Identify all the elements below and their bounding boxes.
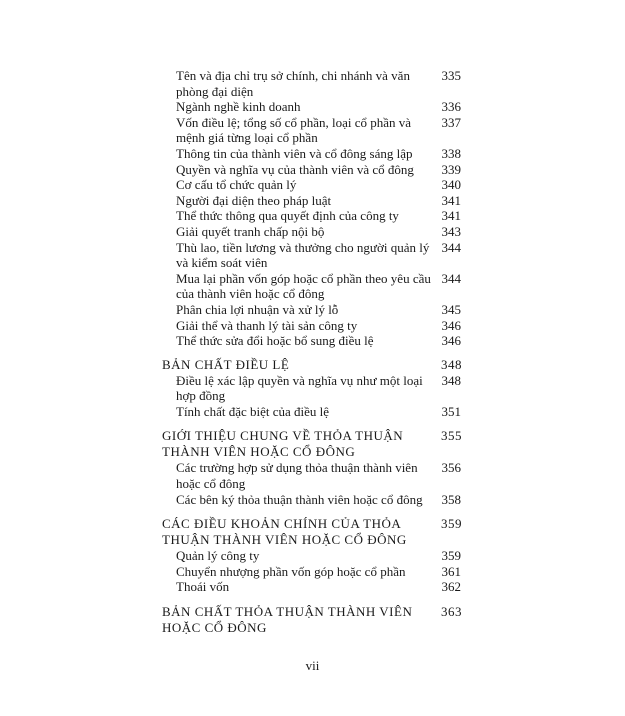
toc-entry <box>162 548 461 564</box>
toc-entry-title: Quản lý công ty <box>176 548 260 564</box>
section-page: 359 <box>441 516 462 532</box>
toc-entry <box>162 161 461 178</box>
toc-entry <box>162 68 461 99</box>
toc-entry-page: 339 <box>441 161 461 177</box>
toc-entry-page: 362 <box>441 579 461 595</box>
toc-entry <box>162 223 461 240</box>
section-page: 348 <box>441 356 462 372</box>
page-number: vii <box>305 658 320 673</box>
toc-entry-page: 345 <box>441 301 461 317</box>
toc-entry <box>162 145 461 162</box>
toc-entry-title: Phân chia lợi nhuận và xử lý lỗ <box>176 301 339 317</box>
toc-entry-title: Giải thể và thanh lý tài sản công ty <box>176 317 358 333</box>
toc-entry <box>162 563 461 580</box>
toc-entry-page: 335 <box>441 68 461 83</box>
toc-entry-title: Vốn điều lệ; tổng số cổ phần, loại cổ phần và mệnh giá từng loại cổ phần <box>176 114 412 146</box>
toc-entry <box>162 114 461 146</box>
toc-entry-page: 338 <box>441 145 461 161</box>
toc-entry-page: 361 <box>441 563 461 579</box>
toc-entry <box>162 208 461 224</box>
toc-entry-title: Giải quyết tranh chấp nội bộ <box>176 223 325 239</box>
toc-entry-page: 346 <box>441 333 461 349</box>
table-of-contents <box>162 68 462 636</box>
toc-entry <box>162 460 461 492</box>
toc-entry <box>162 192 461 209</box>
section-title: CÁC ĐIỀU KHOẢN CHÍNH CỦA THỎA THUẬN THÀNH VIÊN HOẶC CỔ ĐÔNG <box>162 516 407 548</box>
toc-entry-title: Quyền và nghĩa vụ của thành viên và cổ đông <box>176 161 414 177</box>
toc-entry-page: 336 <box>441 99 461 115</box>
toc-section-heading <box>162 428 462 460</box>
toc-entry-title: Cơ cấu tổ chức quản lý <box>176 177 297 193</box>
toc-entry-page: 346 <box>441 317 461 333</box>
toc-section-heading <box>162 516 462 548</box>
toc-entry-title: Chuyển nhượng phần vốn góp hoặc cổ phần <box>176 563 406 579</box>
toc-entry <box>162 239 461 271</box>
toc-entry-title: Thoái vốn <box>176 579 230 595</box>
toc-entry <box>162 177 461 193</box>
toc-entry-title: Ngành nghề kinh doanh <box>176 99 301 115</box>
toc-entry-page: 356 <box>441 460 461 476</box>
toc-entry-title: Tên và địa chỉ trụ sở chính, chi nhánh và văn phòng đại diện <box>176 68 410 99</box>
toc-entry-page: 341 <box>441 192 461 208</box>
section-title: GIỚI THIỆU CHUNG VỀ THỎA THUẬN THÀNH VIÊN HOẶC CỔ ĐÔNG <box>162 428 404 460</box>
toc-entry-title: Các trường hợp sử dụng thỏa thuận thành viên hoặc cổ đông <box>176 460 418 492</box>
toc-section-heading <box>162 604 462 636</box>
toc-entry-page: 337 <box>441 114 461 130</box>
toc-entry-title: Điều lệ xác lập quyền và nghĩa vụ như một loại hợp đồng <box>176 372 423 404</box>
toc-entry-page: 348 <box>441 372 461 388</box>
toc-entry-page: 359 <box>441 548 461 564</box>
toc-entry-page: 344 <box>441 239 461 255</box>
toc-entry <box>162 301 461 318</box>
toc-entry-title: Thể thức sửa đổi hoặc bổ sung điều lệ <box>176 333 374 349</box>
toc-entry-page: 340 <box>441 177 461 193</box>
toc-entry-page: 358 <box>441 491 461 507</box>
toc-entry-page: 344 <box>441 270 461 286</box>
toc-entry <box>162 317 461 334</box>
section-page: 363 <box>441 604 462 620</box>
toc-entry <box>162 372 461 404</box>
toc-entry <box>162 333 461 349</box>
toc-entry <box>162 403 461 420</box>
toc-entry <box>162 579 461 595</box>
section-page: 355 <box>441 428 462 444</box>
toc-entry-page: 351 <box>441 403 461 419</box>
toc-entry-title: Thù lao, tiền lương và thưởng cho người quản lý và kiểm soát viên <box>176 239 430 271</box>
toc-entry-title: Tính chất đặc biệt của điều lệ <box>176 403 330 419</box>
toc-section-heading <box>162 356 462 373</box>
toc-entry-title: Các bên ký thỏa thuận thành viên hoặc cổ đông <box>176 491 423 507</box>
toc-entry <box>162 99 461 115</box>
toc-entry-title: Mua lại phần vốn góp hoặc cổ phần theo yêu cầu của thành viên hoặc cổ đông <box>176 270 431 302</box>
section-title: BẢN CHẤT ĐIỀU LỆ <box>162 356 290 372</box>
toc-entry-page: 343 <box>441 223 461 239</box>
toc-entry-title: Thông tin của thành viên và cổ đông sáng lập <box>176 145 413 161</box>
toc-entry-title: Thể thức thông qua quyết định của công ty <box>176 208 399 224</box>
toc-entry-page: 341 <box>441 208 461 224</box>
toc-entry-title: Người đại diện theo pháp luật <box>176 192 332 208</box>
section-title: BẢN CHẤT THỎA THUẬN THÀNH VIÊN HOẶC CỔ ĐÔNG <box>162 604 413 636</box>
toc-entry <box>162 270 461 302</box>
toc-entry <box>162 491 461 508</box>
